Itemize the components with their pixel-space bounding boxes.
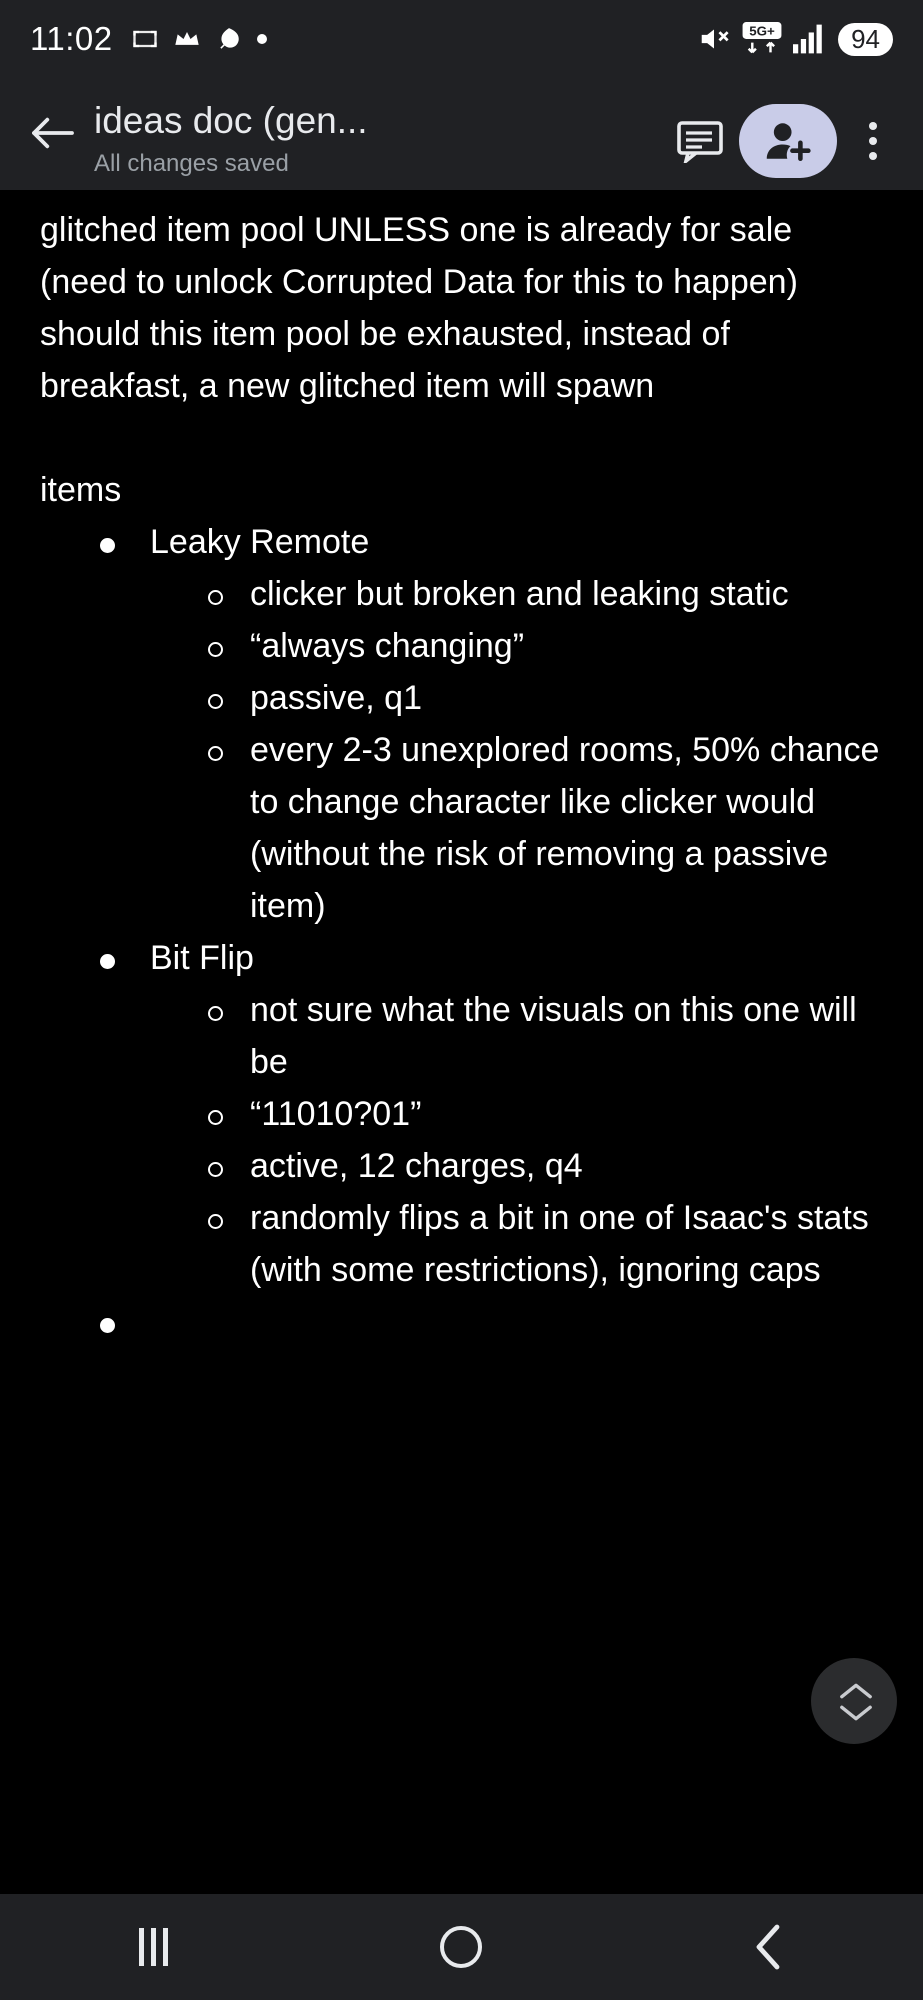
list-item[interactable] (150, 984, 883, 1088)
list-item[interactable] (150, 672, 883, 724)
list-item-label: clicker but broken and leaking static (250, 575, 789, 613)
list-item-label: passive, q1 (250, 679, 422, 717)
comment-icon (676, 119, 724, 163)
list-item-label: “11010?01” (250, 1095, 422, 1133)
title-block[interactable] (94, 98, 669, 178)
scroll-handle[interactable] (811, 1658, 897, 1744)
list-item[interactable] (150, 620, 883, 672)
list-item[interactable] (150, 1140, 883, 1192)
page-title: ideas doc (gen... (94, 100, 368, 141)
nav-back-button[interactable] (709, 1894, 829, 2000)
bullet-hollow-icon (208, 590, 223, 605)
bullet-icon (100, 538, 115, 553)
list-item[interactable] (150, 1088, 883, 1140)
list-item[interactable] (40, 932, 883, 1296)
list-item-empty[interactable] (40, 1296, 883, 1348)
more-vert-icon-3 (869, 152, 877, 160)
comment-button[interactable] (669, 110, 731, 172)
back-button[interactable] (22, 102, 84, 164)
list-item-label: not sure what the visuals on this one will be (250, 991, 857, 1081)
home-icon (440, 1926, 482, 1968)
bullet-hollow-icon (208, 1214, 223, 1229)
app-bar-actions (669, 104, 901, 178)
paragraph: should this item pool be exhausted, instead of breakfast, a new glitched item will spawn (40, 315, 730, 405)
cast-icon (131, 25, 159, 53)
dot-icon (257, 34, 267, 44)
list-item[interactable] (150, 568, 883, 620)
network-5g-icon (742, 22, 782, 56)
bullet-hollow-icon (208, 1162, 223, 1177)
leaf-icon (215, 26, 243, 52)
status-bar (0, 0, 923, 78)
overflow-menu-button[interactable] (845, 110, 901, 172)
list-item-label: every 2-3 unexplored rooms, 50% chance to change character like clicker would (without the risk of removing a passive item) (250, 731, 880, 925)
bullet-icon (100, 1318, 115, 1333)
list-item-label: Bit Flip (150, 939, 254, 977)
list-item[interactable] (150, 724, 883, 932)
bullet-hollow-icon (208, 1110, 223, 1125)
chevron-up-icon (839, 1682, 869, 1698)
bullet-hollow-icon (208, 642, 223, 657)
add-person-icon (765, 121, 811, 161)
status-left-icons (131, 25, 267, 53)
list-item[interactable] (40, 516, 883, 932)
status-clock: 11:02 (30, 20, 113, 57)
back-arrow-icon (30, 114, 76, 152)
section-label: items (40, 471, 122, 509)
bullet-hollow-icon (208, 694, 223, 709)
list-item[interactable] (150, 1192, 883, 1296)
mute-icon (697, 24, 731, 54)
more-vert-icon (869, 122, 877, 130)
paragraph: glitched item pool UNLESS one is already for sale (need to unlock Corrupted Data for this to happen) (40, 211, 798, 301)
save-status: All changes saved (94, 150, 289, 177)
more-vert-icon-2 (869, 137, 877, 145)
app-bar (0, 78, 923, 190)
list-item-label: randomly flips a bit in one of Isaac's stats (with some restrictions), ignoring caps (250, 1199, 869, 1289)
chevron-down-icon (839, 1704, 869, 1720)
document-body[interactable] (0, 190, 923, 1894)
status-right-icons (697, 22, 893, 56)
signal-bars-icon (793, 24, 827, 54)
bullet-hollow-icon (208, 746, 223, 761)
list-item-label: Leaky Remote (150, 523, 370, 561)
recents-icon (139, 1928, 168, 1966)
bullet-hollow-icon (208, 1006, 223, 1021)
system-nav-bar (0, 1894, 923, 2000)
bullet-icon (100, 954, 115, 969)
home-button[interactable] (401, 1894, 521, 2000)
sublist (150, 568, 883, 932)
items-list (40, 516, 883, 1348)
blank-line (40, 412, 883, 464)
recents-button[interactable] (94, 1894, 214, 2000)
battery-badge: 94 (838, 23, 893, 56)
nav-back-icon (752, 1923, 786, 1971)
share-button[interactable] (739, 104, 837, 178)
sublist (150, 984, 883, 1296)
list-item-label: “always changing” (250, 627, 525, 665)
list-item-label: active, 12 charges, q4 (250, 1147, 583, 1185)
svg-text:5G+: 5G+ (749, 23, 775, 39)
crown-icon (173, 28, 201, 50)
